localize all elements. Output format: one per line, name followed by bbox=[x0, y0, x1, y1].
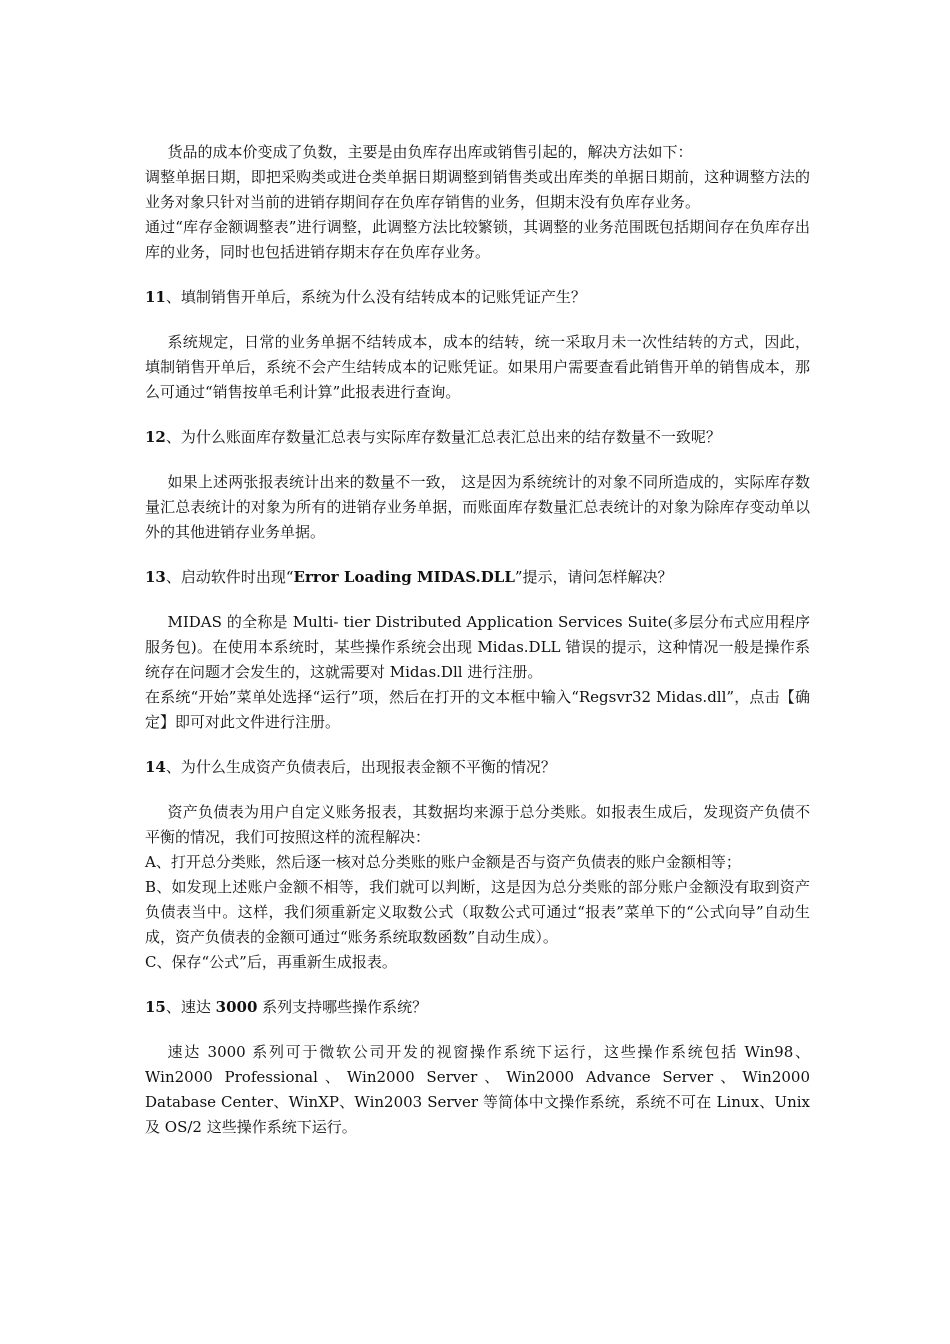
question-14 bbox=[145, 755, 810, 780]
question-text: 、填制销售开单后，系统为什么没有结转成本的记账凭证产生？ bbox=[165, 288, 586, 306]
question-text: 、为什么生成资产负债表后，出现报表金额不平衡的情况？ bbox=[165, 758, 556, 776]
question-12 bbox=[145, 425, 810, 450]
question-11 bbox=[145, 285, 810, 310]
question-text: 、为什么账面库存数量汇总表与实际库存数量汇总表汇总出来的结存数量不一致呢？ bbox=[165, 428, 721, 446]
intro-method-1: 调整单据日期，即把采购类或进仓类单据日期调整到销售类或出库类的单据日期前，这种调整方法的业务对象只针对当前的进销存期间存在负库存销售的业务，但期末没有负库存业务。 bbox=[145, 168, 810, 211]
question-emphasis: Error Loading MIDAS.DLL bbox=[293, 568, 515, 586]
question-13 bbox=[145, 565, 810, 590]
intro-paragraph: 货品的成本价变成了负数，主要是由负库存出库或销售引起的，解决方法如下： bbox=[167, 143, 693, 161]
question-number: 12 bbox=[145, 428, 166, 446]
answer-13-part-1: MIDAS 的全称是 Multi- tier Distributed Application Services Suite(多层分布式应用程序服务包)。在使用本系统时，某些操作系统会出现 Midas.DLL 错误的提示，这种情况一般是操作系统存在问题才会发生的，这就需要对 Midas.Dll 进行注册。 bbox=[145, 613, 810, 681]
question-emphasis: 3000 bbox=[215, 998, 258, 1016]
question-text: 、启动软件时出现“ bbox=[165, 568, 294, 586]
intro-method-2: 通过“库存金额调整表”进行调整，此调整方法比较繁锁，其调整的业务范围既包括期间存在负库存出库的业务，同时也包括进销存期末存在负库存业务。 bbox=[145, 218, 810, 261]
question-text: 、速达 bbox=[165, 998, 216, 1016]
answer-11: 系统规定，日常的业务单据不结转成本，成本的结转，统一采取月未一次性结转的方式，因此，填制销售开单后，系统不会产生结转成本的记账凭证。如果用户需要查看此销售开单的销售成本，那么可通过“销售按单毛利计算”此报表进行查询。 bbox=[145, 333, 810, 401]
answer-15: 速达 3000 系列可于微软公司开发的视窗操作系统下运行，这些操作系统包括 Win98、Win2000 Professional、Win2000 Server、Win2000 Advance Server、Win2000 Database Center、WinXP、Win2003 Server 等简体中文操作系统，系统不可在 Linux、Unix 及 OS/2 这些操作系统下运行。 bbox=[145, 1043, 810, 1136]
answer-14-step-a: A、打开总分类账，然后逐一核对总分类账的账户金额是否与资产负债表的账户金额相等； bbox=[145, 853, 741, 871]
question-15 bbox=[145, 995, 810, 1020]
answer-14-step-b: B、如发现上述账户金额不相等，我们就可以判断，这是因为总分类账的部分账户金额没有取到资产负债表当中。这样，我们须重新定义取数公式（取数公式可通过“报表”菜单下的“公式向导”自动生成，资产负债表的金额可通过“账务系统取数函数”自动生成）。 bbox=[145, 878, 810, 946]
question-text: ”提示，请问怎样解决？ bbox=[514, 568, 673, 586]
question-number: 11 bbox=[145, 288, 166, 306]
answer-14-part-1: 资产负债表为用户自定义账务报表，其数据均来源于总分类账。如报表生成后，发现资产负债不平衡的情况，我们可按照这样的流程解决： bbox=[145, 803, 810, 846]
document-page bbox=[145, 140, 810, 1140]
question-number: 15 bbox=[145, 998, 166, 1016]
question-number: 13 bbox=[145, 568, 166, 586]
question-text: 系列支持哪些操作系统？ bbox=[257, 998, 428, 1016]
question-number: 14 bbox=[145, 758, 166, 776]
answer-13-part-2: 在系统“开始”菜单处选择“运行”项，然后在打开的文本框中输入“Regsvr32 Midas.dll”，点击【确定】即可对此文件进行注册。 bbox=[145, 688, 810, 731]
answer-12: 如果上述两张报表统计出来的数量不一致， 这是因为系统统计的对象不同所造成的，实际库存数量汇总表统计的对象为所有的进销存业务单据，而账面库存数量汇总表统计的对象为除库存变动单以外的其他进销存业务单据。 bbox=[145, 473, 810, 541]
answer-14-step-c: C、保存“公式”后，再重新生成报表。 bbox=[145, 953, 397, 971]
